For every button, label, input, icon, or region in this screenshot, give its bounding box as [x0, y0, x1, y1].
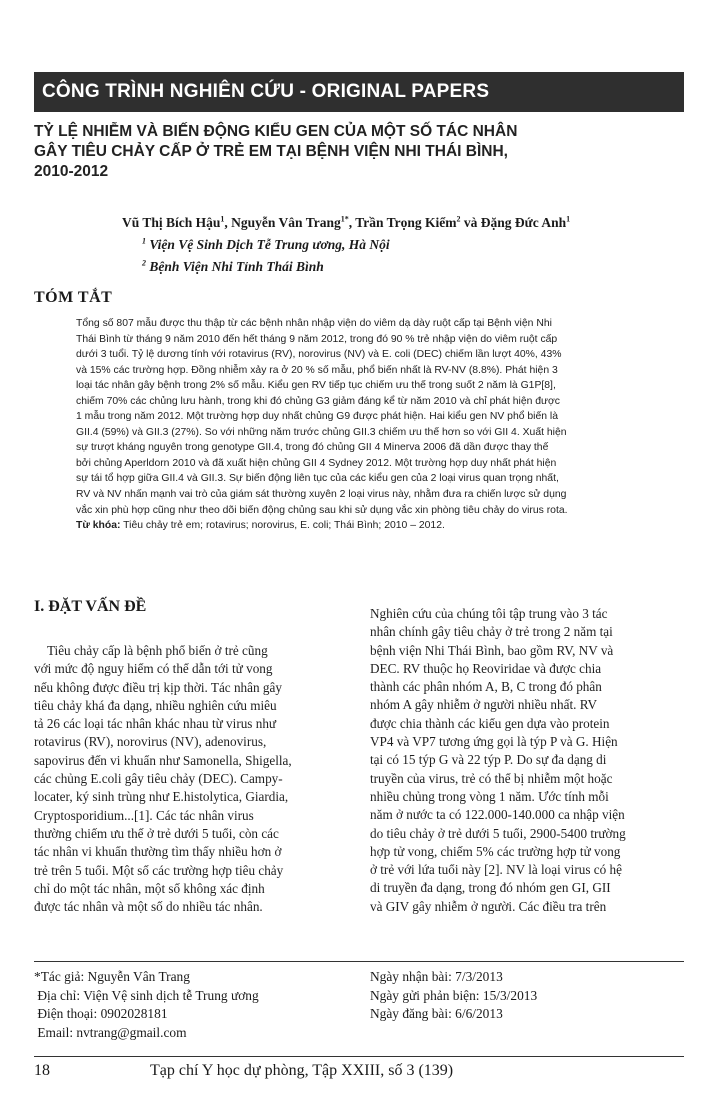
- abstract-line: bởi chủng Aperldorn 2010 và đã xuất hiện chủng GII 4 Sydney 2012. Một trường hợp duy nhất phát hiện: [76, 457, 557, 469]
- body-line: Nghiên cứu của chúng tôi tập trung vào 3 tác: [370, 606, 608, 621]
- page-number: 18: [34, 1062, 50, 1079]
- abstract-line: vắc xin phù hợp cũng như theo dõi biến động chủng sau khi sử dụng vắc xin phòng tiêu chảy do virus rota.: [76, 504, 568, 516]
- author-affiliation-mark: 1: [220, 214, 225, 224]
- section-heading: I. ĐẶT VẤN ĐỀ: [34, 598, 147, 615]
- abstract-line: GII.4 (59%) và GII.3 (27%). So với những năm trước chủng GII.3 chiếm ưu thế hơn so với GII 4. Xuất hiện: [76, 426, 567, 438]
- body-line: bệnh viện Nhi Thái Bình, bao gồm RV, NV và: [370, 642, 614, 658]
- affiliation-text: Bệnh Viện Nhi Tỉnh Thái Bình: [149, 259, 324, 274]
- body-line: rotavirus (RV), norovirus (NV), adenovirus,: [34, 734, 267, 750]
- body-line: năm ở nước ta có 122.000-140.000 ca nhập viện: [370, 807, 625, 823]
- abstract-line: chiếm 70% các chủng lưu hành, trong khi đó chủng G3 giảm đáng kể từ năm 2010 và chỉ phát hiện được: [76, 395, 561, 407]
- body-line: nhiều chủng trong vòng 1 năm. Ước tính mỗi: [370, 788, 609, 804]
- author-name: Trần Trọng Kiểm: [355, 215, 457, 230]
- body-line: nhân chính gây tiêu chảy ở trẻ trong 2 năm tại: [370, 624, 613, 640]
- abstract-line: sự tái tổ hợp giữa GII.4 và GII.3. Sự biến động liên tục của các kiểu gen của 2 loại virus quan trọng nhất,: [76, 473, 559, 485]
- body-line: sapovirus đến vi khuẩn như Samonella, Shigella,: [34, 752, 292, 768]
- affiliation-mark: 1: [142, 236, 146, 246]
- affiliation-2: [142, 259, 324, 275]
- body-line: ở trẻ với lứa tuổi này [2]. NV là loại virus có hệ: [370, 862, 622, 878]
- author-name: Vũ Thị Bích Hậu: [122, 215, 221, 230]
- body-line: DEC. RV thuộc họ Reoviridae và được chia: [370, 660, 602, 676]
- paper-title: [34, 122, 684, 182]
- author-affiliation-mark: 1*: [340, 214, 349, 224]
- abstract-line: loại tác nhân gây bệnh trong 2% số mẫu. Kiểu gen RV tiếp tục chiếm ưu thế trong suốt 2 năm là G1P[8],: [76, 380, 556, 392]
- affiliation-text: Viện Vệ Sinh Dịch Tễ Trung ương, Hà Nội: [149, 237, 390, 252]
- footnote-email: Email: nvtrang@gmail.com: [34, 1024, 187, 1040]
- body-line: tại có 15 týp G và 22 týp P. Do sự đa dạng di: [370, 752, 607, 768]
- body-line: di truyền đa dạng, trong đó nhóm gen GI, GII: [370, 880, 611, 896]
- body-line: thường chiếm ưu thế ở trẻ dưới 5 tuổi, còn các: [34, 825, 279, 841]
- abstract-line: dưới 3 tuổi. Tỷ lệ dương tính với rotavirus (RV), norovirus (NV) và E. coli (DEC) chiếm lần lượt 40%, 43%: [76, 349, 562, 361]
- section-banner: CÔNG TRÌNH NGHIÊN CỨU - ORIGINAL PAPERS: [34, 72, 684, 112]
- author-list: Vũ Thị Bích Hậu$^1$, Nguyễn Vân Trang$^{1*}$, Trần Trọng Kiểm$^2$ và Đặng Đức Anh$^1$: [122, 214, 571, 230]
- body-line: được chia thành các kiểu gen dựa vào protein: [370, 715, 610, 731]
- body-line: các chủng E.coli gây tiêu chảy (DEC). Campy-: [34, 771, 283, 787]
- keywords-label: Từ khóa:: [76, 520, 121, 532]
- body-column-right: [370, 605, 688, 916]
- corresponding-author: [34, 968, 259, 1042]
- body-line: thành các phân nhóm A, B, C trong đó phân: [370, 679, 602, 695]
- submission-dates: [370, 968, 537, 1024]
- body-line: với mức độ nguy hiểm có thể dẫn tới tử vong: [34, 661, 273, 677]
- author-name: Đặng Đức Anh: [480, 215, 567, 230]
- body-line: Cryptosporidium...[1]. Các tác nhân virus: [34, 807, 254, 823]
- body-line: nếu không được điều trị kịp thời. Tác nhân gây: [34, 679, 282, 695]
- body-line: và GIV gây nhiễm ở người. Các điều tra trên: [370, 898, 607, 914]
- author-affiliation-mark: 2: [456, 214, 461, 224]
- received-date: Ngày nhận bài: 7/3/2013: [370, 969, 503, 984]
- body-line: tiêu chảy khá đa dạng, nhiều nghiên cứu miêu: [34, 697, 277, 713]
- body-line: hợp tử vong, chiếm 5% các trường hợp tử vong: [370, 843, 621, 859]
- footnote-author: *Tác giả: Nguyễn Vân Trang: [34, 969, 190, 984]
- footnote-divider: [34, 961, 684, 962]
- author-name: Nguyễn Vân Trang: [231, 215, 341, 230]
- body-line: VP4 và VP7 tương ứng gọi là týp P và G. Hiện: [370, 734, 618, 750]
- review-date: Ngày gửi phản biện: 15/3/2013: [370, 987, 538, 1003]
- body-line: Tiêu chảy cấp là bệnh phổ biến ở trẻ cũng: [34, 643, 268, 658]
- footnote-phone: Điện thoại: 0902028181: [34, 1006, 168, 1022]
- title-line-2: GÂY TIÊU CHẢY CẤP Ở TRẺ EM TẠI BỆNH VIỆN NHI THÁI BÌNH,: [34, 143, 508, 160]
- keywords-line: [76, 518, 696, 534]
- footnote-address: Địa chỉ: Viện Vệ sinh dịch tễ Trung ương: [34, 987, 259, 1003]
- body-line: trẻ trên 5 tuổi. Một số các trường hợp tiêu chảy: [34, 862, 284, 878]
- body-line: do tiêu chảy ở trẻ dưới 5 tuổi, 2900-5400 trường: [370, 825, 626, 841]
- body-column-left: [34, 642, 352, 916]
- abstract-line: và 15% các trường hợp. Đồng nhiễm xảy ra ở 20 % số mẫu, phổ biến nhất là RV-NV (8.8%). Phát hiện 3: [76, 364, 558, 376]
- author-affiliation-mark: 1: [566, 214, 571, 224]
- title-line-1: TỶ LỆ NHIỄM VÀ BIẾN ĐỘNG KIỂU GEN CỦA MỘT SỐ TÁC NHÂN: [34, 123, 518, 140]
- abstract-line: RV và NV nhấn mạnh vai trò của giám sát thường xuyên 2 loại virus này, nhằm đưa ra chiến lược sử dụng: [76, 489, 567, 501]
- body-line: chỉ do một tác nhân, một số không xác định: [34, 880, 265, 896]
- affiliation-1: [142, 237, 390, 253]
- author-conjunction: và: [463, 215, 478, 230]
- abstract-line: sự trượt kháng nguyên trong genotype GII.4, trong đó chủng GII 4 Minerva 2006 đã dần được thay thế: [76, 442, 549, 454]
- body-line: được tác nhân và một số do nhiều tác nhân.: [34, 899, 263, 915]
- keywords-text: Tiêu chảy trẻ em; rotavirus; norovirus, E. coli; Thái Bình; 2010 – 2012.: [120, 520, 445, 532]
- abstract-heading: TÓM TẮT: [34, 289, 113, 306]
- published-date: Ngày đăng bài: 6/6/2013: [370, 1006, 503, 1022]
- body-line: tác nhân vi khuẩn thường tìm thấy nhiều hơn ở: [34, 844, 282, 860]
- abstract-line: Thái Bình từ tháng 9 năm 2010 đến hết tháng 9 năm 2012, trong đó 90 % trẻ nhập viện do viêm ruột cấp: [76, 333, 558, 345]
- abstract-body: [76, 316, 696, 534]
- body-line: nhóm A gây nhiễm ở người nhiều nhất. RV: [370, 697, 597, 713]
- body-line: tả 26 các loại tác nhân khác nhau từ virus như: [34, 716, 277, 732]
- affiliation-mark: 2: [142, 258, 146, 268]
- journal-citation: Tạp chí Y học dự phòng, Tập XXIII, số 3 (139): [150, 1062, 454, 1079]
- footer-divider: [34, 1056, 684, 1057]
- abstract-line: 1 mẫu trong năm 2012. Một trường hợp duy nhất chủng G9 được phát hiện. Hai kiểu gen NV phổ biến là: [76, 411, 559, 423]
- body-line: locater, ký sinh trùng như E.histolytica, Giardia,: [34, 789, 289, 805]
- title-line-3: 2010-2012: [34, 163, 109, 180]
- abstract-line: Tổng số 807 mẫu được thu thập từ các bệnh nhân nhập viện do viêm dạ dày ruột cấp tại Bệnh viện Nhi: [76, 318, 552, 329]
- body-line: truyền của virus, trẻ có thể bị nhiễm một hoặc: [370, 770, 613, 786]
